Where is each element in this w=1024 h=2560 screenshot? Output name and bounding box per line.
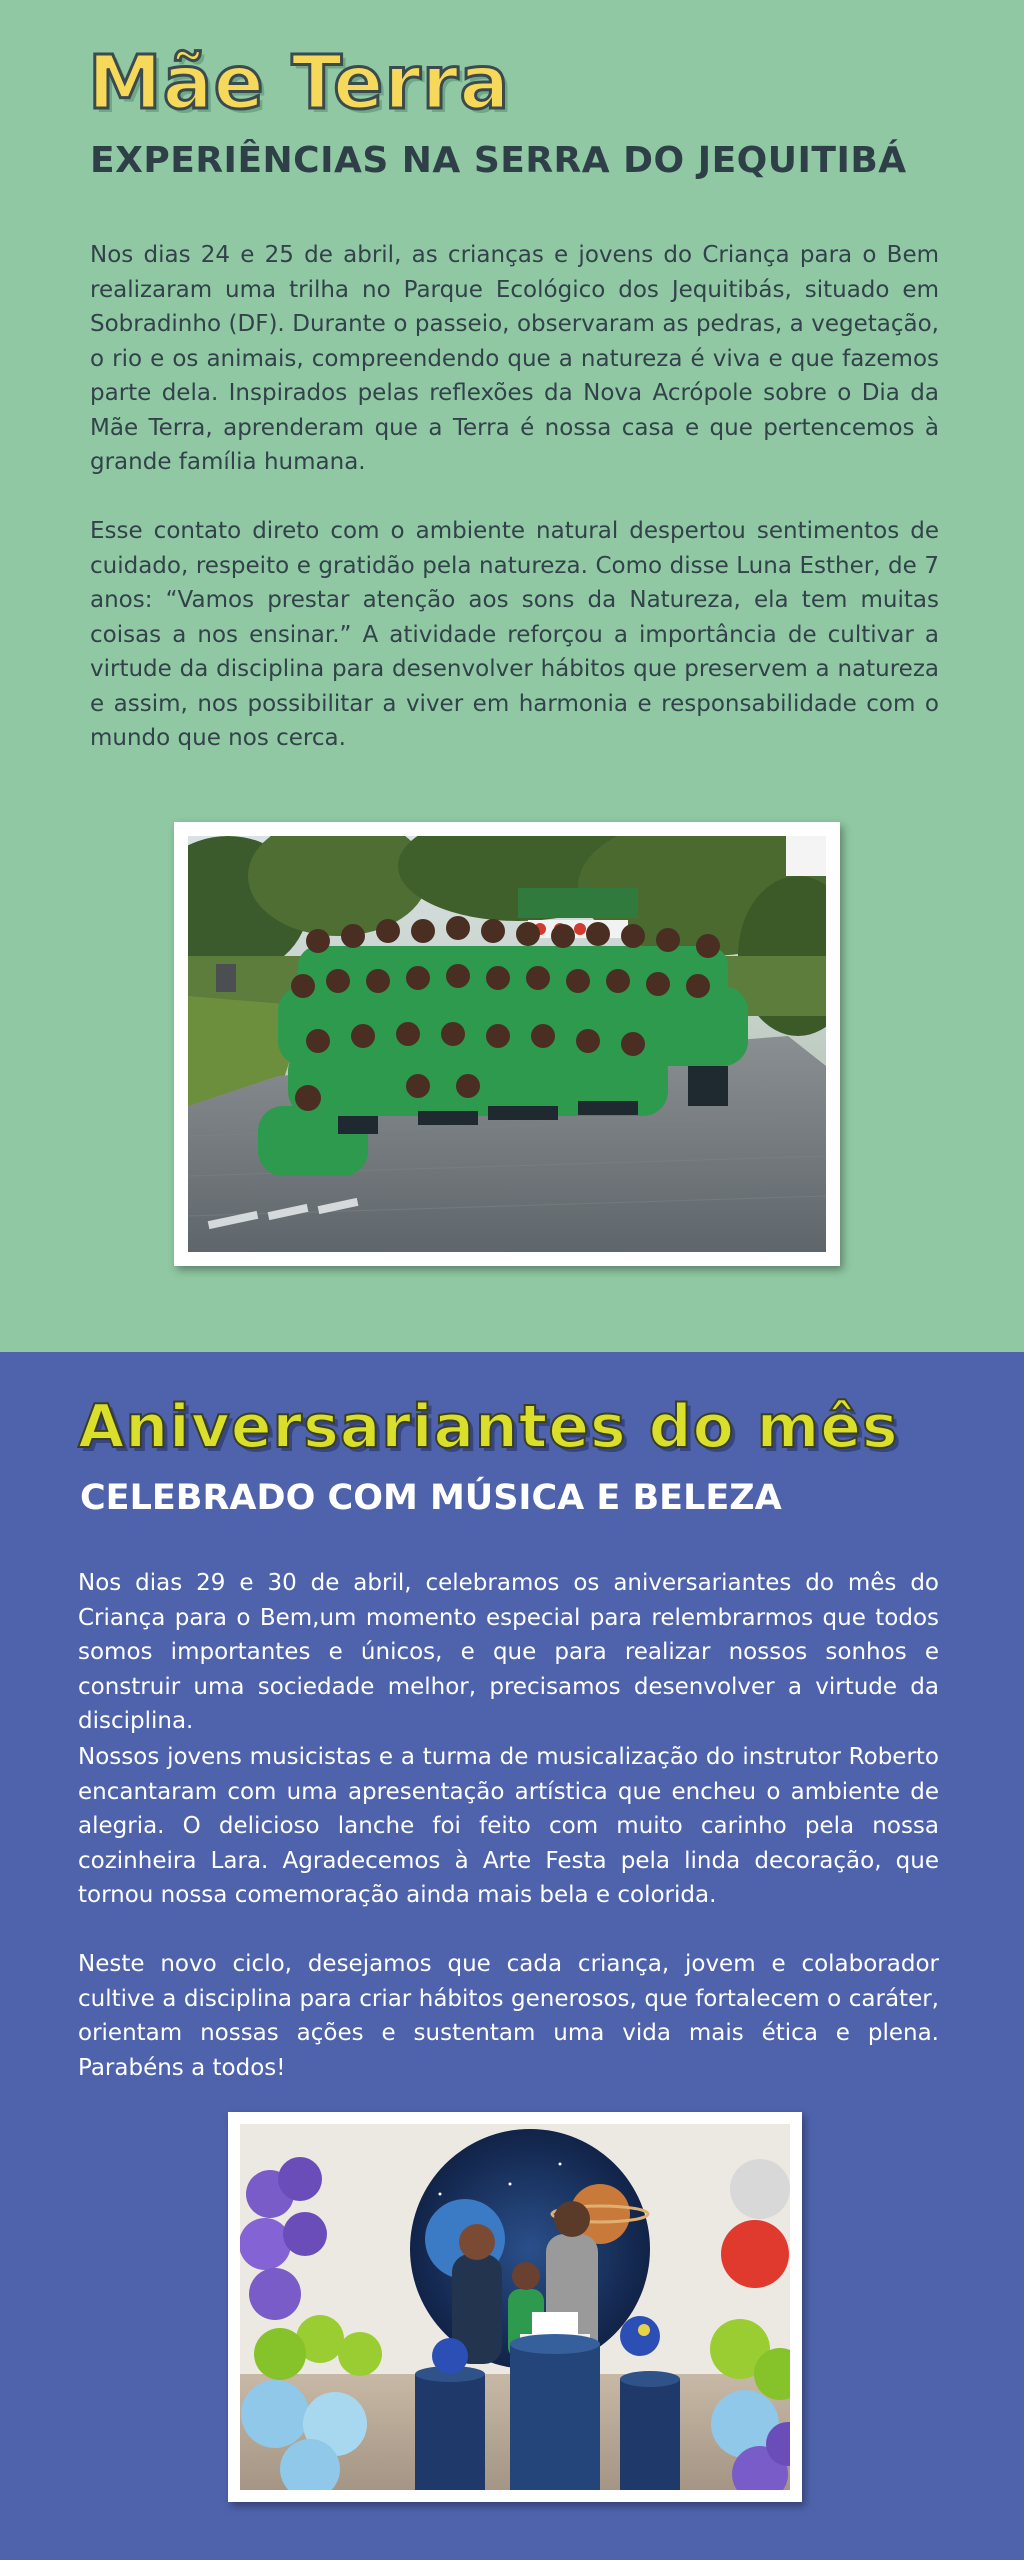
mae-terra-subtitle: EXPERIÊNCIAS NA SERRA DO JEQUITIBÁ	[90, 140, 907, 181]
mae-terra-paragraph-2: Esse contato direto com o ambiente natural despertou sentimentos de cuidado, respeito e gratidão pela natureza. Como disse Luna Esther, de 7 anos: “Vamos prestar atenção aos sons da Natureza, ela tem muitas coisas a nos ensinar.” A atividade reforçou a importância de cultivar a virtude da disciplina para desenvolver hábitos que preservem a natureza e assim, nos possibilitar a viver em harmonia e responsabilidade com o mundo que nos cerca.	[90, 518, 939, 751]
mae-terra-title: Mãe Terra	[88, 40, 511, 126]
aniversariantes-subtitle: CELEBRADO COM MÚSICA E BELEZA	[80, 1478, 782, 1518]
group-photo-illustration	[188, 836, 826, 1252]
mae-terra-paragraph-1: Nos dias 24 e 25 de abril, as crianças e jovens do Criança para o Bem realizaram uma trilha no Parque Ecológico dos Jequitibás, situado em Sobradinho (DF). Durante o passeio, observaram as pedras, a vegetação, o rio e os animais, compreendendo que a natureza é viva e que fazemos parte dela. Inspirados pelas reflexões da Nova Acrópole sobre o Dia da Mãe Terra, aprenderam que a Terra é nossa casa e que pertencemos à grande família humana.	[90, 242, 939, 475]
group-photo-frame	[174, 822, 840, 1266]
aniversariantes-paragraph-1: Nos dias 29 e 30 de abril, celebramos os aniversariantes do mês do Criança para o Bem,um momento especial para relembrarmos que todos somos importantes e únicos, e que para realizar nossos sonhos e construir uma sociedade melhor, precisamos desenvolver a virtude da disciplina.	[78, 1570, 939, 1734]
aniversariantes-paragraph-3: Neste novo ciclo, desejamos que cada criança, jovem e colaborador cultive a disciplina para criar hábitos generosos, que fortalecem o caráter, orientam nossas ações e sustentam uma vida mais ética e plena. Parabéns a todos!	[78, 1951, 939, 2081]
group-photo	[188, 836, 826, 1252]
aniversariantes-title: Aniversariantes do mês	[78, 1392, 899, 1462]
party-photo-illustration	[240, 2124, 790, 2490]
party-photo-frame	[228, 2112, 802, 2502]
aniversariantes-paragraph-2: Nossos jovens musicistas e a turma de musicalização do instrutor Roberto encantaram com uma apresentação artística que encheu o ambiente de alegria. O delicioso lanche foi feito com muito carinho pela nossa cozinheira Lara. Agradecemos à Arte Festa pela linda decoração, que tornou nossa comemoração ainda mais bela e colorida.	[78, 1744, 939, 1908]
party-photo	[240, 2124, 790, 2490]
